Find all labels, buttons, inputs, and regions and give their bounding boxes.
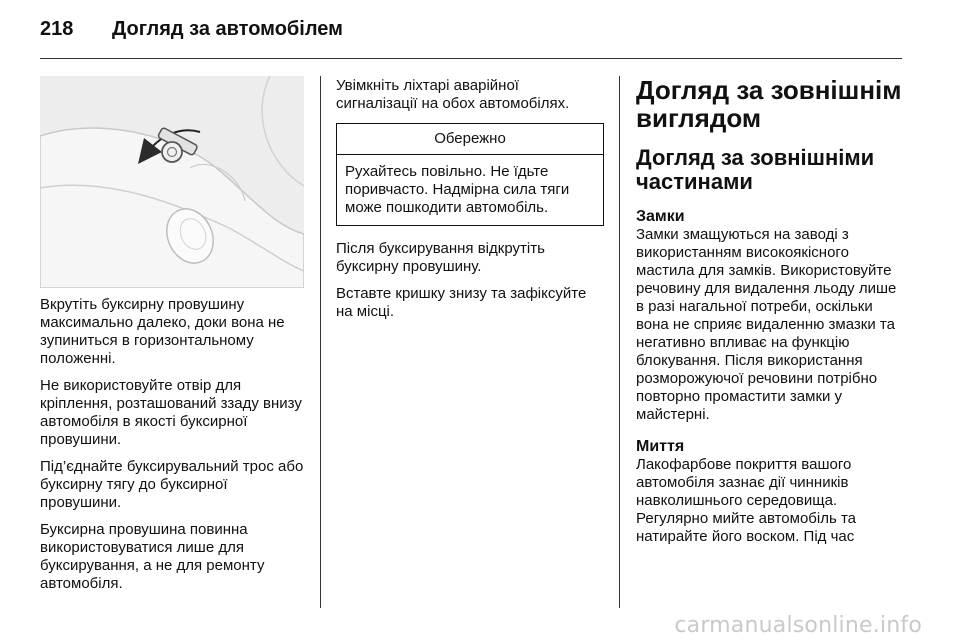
section-heading: Догляд за зовнішнім виглядом [636,75,902,133]
section-title: Замки [636,208,685,225]
paragraph: Вкрутіть буксирну провушину максимально далеко, доки вона не зупиниться в горизонтальному положенні. [40,296,285,367]
column-divider [320,76,321,608]
paragraph: Після буксирування відкрутіть буксирну провушину. [336,240,545,275]
subsection-heading: Догляд за зовнішніми частинами [636,145,875,194]
page-header [40,18,343,41]
tow-eye-illustration [40,76,304,288]
watermark: carmanualsonline.info [674,613,922,638]
column-left [40,296,304,602]
column-middle [336,77,604,330]
paragraph: Вставте кришку знизу та зафіксуйте на місці. [336,285,587,320]
section-locks [636,208,906,424]
header-title: Догляд за автомобілем [112,18,343,40]
section-title: Миття [636,438,685,455]
paragraph: Під’єднайте буксирувальний трос або буксирну тягу до буксирної провушини. [40,458,304,511]
section-washing [636,438,906,546]
column-right [636,76,906,560]
column-divider [619,76,620,608]
section-text: Лакофарбове покриття вашого автомобіля зазнає дії чинників навколишнього середовища. Регулярно мийте автомобіль та натирайте його воском. Під час [636,456,857,545]
section-text: Замки змащуються на заводі з використанням високоякісного мастила для замків. Використовуйте речовину для видалення льоду лише в разі нагальної потреби, оскільки вона не сприяє видаленню змазки та негативно впливає на функцію блокування. Після використання розморожуючої речовини потрібно повторно промастити замки у майстерні. [636,226,897,423]
page-number: 218 [40,18,74,40]
paragraph: Увімкніть ліхтарі аварійної сигналізації на обох автомобілях. [336,77,570,112]
caution-title: Обережно [337,124,603,155]
paragraph: Не використовуйте отвір для кріплення, розташований ззаду внизу автомобіля в якості буксирної провушини. [40,377,302,448]
caution-text: Рухайтесь повільно. Не їдьте поривчасто. Надмірна сила тяги може пошкодити автомобіль. [345,163,570,216]
paragraph: Буксирна провушина повинна використовуватися лише для буксирування, а не для ремонту автомобіля. [40,521,265,592]
header-rule [40,58,902,59]
caution-box [336,123,604,226]
